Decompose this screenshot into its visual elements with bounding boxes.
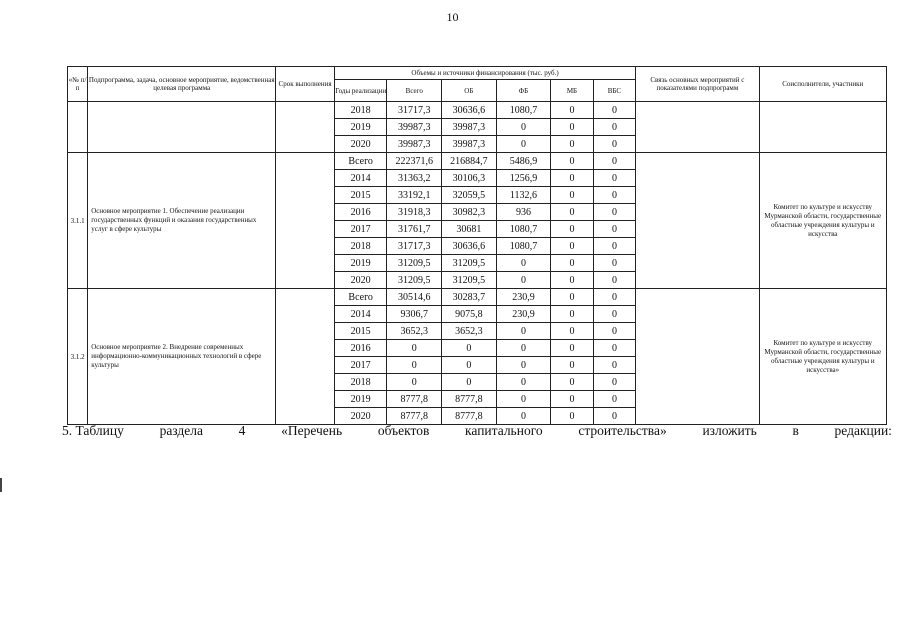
row-executors: Комитет по культуре и искусству Мурманской области, государственные областные учреждения культуры и искусства [759, 153, 886, 289]
cell-fb: 0 [496, 374, 551, 391]
cell-ob: 30636,6 [442, 102, 497, 119]
cell-total: 0 [387, 374, 442, 391]
cell-ob: 0 [442, 374, 497, 391]
header-years: Годы реализации [334, 80, 387, 102]
cell-vbs: 0 [593, 306, 636, 323]
cell-ob: 0 [442, 357, 497, 374]
cell-vbs: 0 [593, 187, 636, 204]
header-num: «№ п/п [68, 67, 88, 102]
cell-total: 31209,5 [387, 255, 442, 272]
closing-word: редакции: [834, 423, 892, 438]
cell-year: 2017 [334, 357, 387, 374]
cell-year: 2020 [334, 136, 387, 153]
cell-fb: 1080,7 [496, 221, 551, 238]
cell-fb: 936 [496, 204, 551, 221]
closing-word: изложить [702, 423, 757, 438]
row-term [276, 153, 335, 289]
cell-mb: 0 [551, 289, 593, 306]
header-fb: ФБ [496, 80, 551, 102]
cell-fb: 5486,9 [496, 153, 551, 170]
cell-ob: 30982,3 [442, 204, 497, 221]
cell-fb: 0 [496, 136, 551, 153]
row-index: 3.1.1 [68, 153, 88, 289]
table-row [68, 153, 887, 170]
row-program-title: Основное мероприятие 1. Обеспечение реализации государственных функций и оказания государственных услуг в сфере культуры [88, 153, 276, 289]
cell-ob: 8777,8 [442, 408, 497, 425]
cell-mb: 0 [551, 204, 593, 221]
cell-year: Всего [334, 289, 387, 306]
cell-mb: 0 [551, 153, 593, 170]
cell-fb: 1132,6 [496, 187, 551, 204]
cell-ob: 0 [442, 340, 497, 357]
cell-ob: 8777,8 [442, 391, 497, 408]
cell-year: 2020 [334, 272, 387, 289]
cell-total: 9306,7 [387, 306, 442, 323]
cell-vbs: 0 [593, 391, 636, 408]
cell-year: 2014 [334, 170, 387, 187]
cell-mb: 0 [551, 391, 593, 408]
cell-fb: 230,9 [496, 306, 551, 323]
cell-vbs: 0 [593, 153, 636, 170]
cell-year: 2015 [334, 323, 387, 340]
cell-total: 30514,6 [387, 289, 442, 306]
row-executors: Комитет по культуре и искусству Мурманской области, государственные областные учреждения культуры и искусства» [759, 289, 886, 425]
cell-mb: 0 [551, 187, 593, 204]
cell-fb: 0 [496, 340, 551, 357]
cell-total: 222371,6 [387, 153, 442, 170]
cell-vbs: 0 [593, 357, 636, 374]
closing-word: 4 [238, 423, 246, 438]
cell-vbs: 0 [593, 255, 636, 272]
cell-vbs: 0 [593, 136, 636, 153]
cell-mb: 0 [551, 238, 593, 255]
cell-mb: 0 [551, 255, 593, 272]
cell-year: 2019 [334, 119, 387, 136]
cell-fb: 0 [496, 408, 551, 425]
cell-vbs: 0 [593, 221, 636, 238]
cell-mb: 0 [551, 374, 593, 391]
cell-total: 8777,8 [387, 391, 442, 408]
cell-total: 31918,3 [387, 204, 442, 221]
cell-ob: 30283,7 [442, 289, 497, 306]
cell-total: 31761,7 [387, 221, 442, 238]
cell-fb: 0 [496, 357, 551, 374]
header-ob: ОБ [442, 80, 497, 102]
table-row [68, 289, 887, 306]
cell-total: 0 [387, 357, 442, 374]
cell-year: 2018 [334, 374, 387, 391]
cell-fb: 0 [496, 119, 551, 136]
cell-total: 3652,3 [387, 323, 442, 340]
cell-fb: 1080,7 [496, 238, 551, 255]
cell-mb: 0 [551, 170, 593, 187]
header-total: Всего [387, 80, 442, 102]
row-link [636, 102, 759, 153]
row-executors [759, 102, 886, 153]
cell-vbs: 0 [593, 204, 636, 221]
cell-ob: 9075,8 [442, 306, 497, 323]
scan-mark [0, 478, 2, 492]
cell-vbs: 0 [593, 340, 636, 357]
closing-word: строительства» [578, 423, 667, 438]
header-vbs: ВБС [593, 80, 636, 102]
header-term: Срок выполнения [276, 67, 335, 102]
cell-ob: 30636,6 [442, 238, 497, 255]
cell-total: 39987,3 [387, 136, 442, 153]
cell-ob: 32059,5 [442, 187, 497, 204]
cell-vbs: 0 [593, 408, 636, 425]
row-index [68, 102, 88, 153]
cell-year: 2016 [334, 340, 387, 357]
cell-year: 2014 [334, 306, 387, 323]
cell-ob: 39987,3 [442, 136, 497, 153]
cell-total: 33192,1 [387, 187, 442, 204]
header-link: Связь основных мероприятий с показателями подпрограмм [636, 67, 759, 102]
cell-year: Всего [334, 153, 387, 170]
cell-vbs: 0 [593, 119, 636, 136]
header-executors: Соисполнители, участники [759, 67, 886, 102]
cell-mb: 0 [551, 272, 593, 289]
cell-total: 31363,2 [387, 170, 442, 187]
cell-mb: 0 [551, 323, 593, 340]
closing-word: раздела [159, 423, 203, 438]
closing-word: 5. Таблицу [62, 423, 124, 438]
cell-fb: 0 [496, 323, 551, 340]
cell-total: 31209,5 [387, 272, 442, 289]
cell-year: 2017 [334, 221, 387, 238]
closing-word: объектов [377, 423, 430, 438]
page-number: 10 [446, 10, 459, 24]
cell-year: 2019 [334, 255, 387, 272]
cell-mb: 0 [551, 357, 593, 374]
header-program: Подпрограмма, задача, основное мероприятие, ведомственная целевая программа [88, 67, 276, 102]
closing-paragraph [62, 423, 892, 439]
financing-table [67, 66, 887, 425]
cell-ob: 30106,3 [442, 170, 497, 187]
cell-vbs: 0 [593, 374, 636, 391]
cell-mb: 0 [551, 340, 593, 357]
row-link [636, 153, 759, 289]
cell-mb: 0 [551, 102, 593, 119]
cell-mb: 0 [551, 306, 593, 323]
cell-total: 0 [387, 340, 442, 357]
row-program-title [88, 102, 276, 153]
cell-mb: 0 [551, 221, 593, 238]
cell-total: 39987,3 [387, 119, 442, 136]
cell-fb: 0 [496, 255, 551, 272]
cell-mb: 0 [551, 136, 593, 153]
row-term [276, 289, 335, 425]
row-index: 3.1.2 [68, 289, 88, 425]
cell-vbs: 0 [593, 170, 636, 187]
cell-mb: 0 [551, 408, 593, 425]
header-finance-group: Объемы и источники финансирования (тыс. руб.) [334, 67, 635, 80]
cell-fb: 0 [496, 391, 551, 408]
cell-fb: 230,9 [496, 289, 551, 306]
cell-fb: 0 [496, 272, 551, 289]
table-row [68, 102, 887, 119]
closing-word: «Перечень [281, 423, 343, 438]
cell-year: 2020 [334, 408, 387, 425]
cell-vbs: 0 [593, 272, 636, 289]
cell-year: 2019 [334, 391, 387, 408]
cell-ob: 31209,5 [442, 255, 497, 272]
row-term [276, 102, 335, 153]
cell-year: 2018 [334, 238, 387, 255]
cell-total: 31717,3 [387, 102, 442, 119]
cell-year: 2018 [334, 102, 387, 119]
row-program-title: Основное мероприятие 2. Внедрение современных информационно-коммуникационных технологий в сфере культуры [88, 289, 276, 425]
cell-year: 2015 [334, 187, 387, 204]
cell-total: 8777,8 [387, 408, 442, 425]
header-mb: МБ [551, 80, 593, 102]
cell-ob: 39987,3 [442, 119, 497, 136]
cell-fb: 1256,9 [496, 170, 551, 187]
cell-vbs: 0 [593, 323, 636, 340]
cell-ob: 216884,7 [442, 153, 497, 170]
closing-word: капитального [465, 423, 543, 438]
cell-vbs: 0 [593, 102, 636, 119]
cell-fb: 1080,7 [496, 102, 551, 119]
closing-word: в [792, 423, 799, 438]
cell-ob: 31209,5 [442, 272, 497, 289]
cell-total: 31717,3 [387, 238, 442, 255]
row-link [636, 289, 759, 425]
cell-ob: 30681 [442, 221, 497, 238]
cell-vbs: 0 [593, 238, 636, 255]
cell-year: 2016 [334, 204, 387, 221]
table-body [68, 102, 887, 425]
cell-mb: 0 [551, 119, 593, 136]
cell-vbs: 0 [593, 289, 636, 306]
cell-ob: 3652,3 [442, 323, 497, 340]
